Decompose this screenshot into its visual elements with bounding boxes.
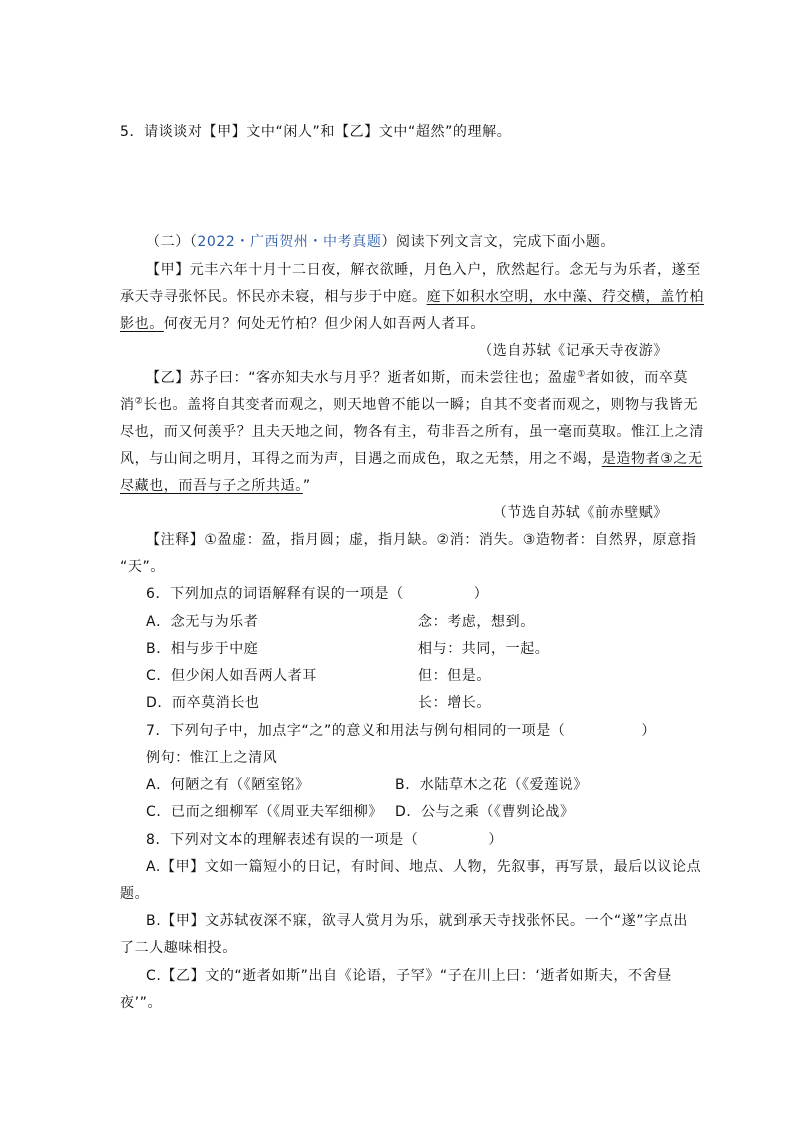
q6-option-c [146, 666, 646, 686]
jia-source: （选自苏轼《记承天寺夜游》 [478, 343, 668, 359]
yi-text: 消 [120, 397, 135, 413]
q7-option-a: A．何陋之有（《陋室铭》 [146, 777, 310, 793]
jia-line-1: 【甲】元丰六年十月十二日夜，解衣欲睡，月色入户，欣然起行。念无与为乐者，遂至 [146, 262, 701, 278]
q8-option-a-line-1: A.【甲】文如一篇短小的日记，有时间、地点、人物，先叙事，再写景，最后以议论点 [146, 859, 702, 875]
section-prefix: （二）（ [146, 234, 198, 250]
option-text: B．相与步于中庭 [146, 641, 259, 657]
q7-stem: 7．下列句子中，加点字“之”的意义和用法与例句相同的一项是（ [146, 723, 566, 739]
q6-option-d [146, 693, 646, 713]
option-text: C．但少闲人如吾两人者耳 [146, 668, 317, 684]
option-text: D．而卒莫消长也 [146, 695, 260, 711]
question-5: 5．请谈谈对【甲】文中“闲人”和【乙】文中“超然”的理解。 [120, 124, 512, 140]
q7-options-cd [146, 802, 646, 822]
jia-underlined-2: 影也。 [120, 316, 164, 332]
q6-option-a [146, 612, 646, 632]
yi-text: ” [302, 478, 311, 494]
q7-close: ） [641, 723, 657, 739]
jia-line-2 [120, 287, 704, 307]
option-meaning: 相与：共同，一起。 [418, 641, 550, 657]
option-meaning: 长：增长。 [418, 695, 491, 711]
section-2-heading [146, 232, 615, 252]
yi-text: 【乙】苏子曰：“客亦知夫水与月乎？逝者如斯，而未尝往也；盈虚 [146, 370, 578, 386]
question-6 [146, 584, 488, 604]
q7-options-ab [146, 775, 646, 795]
yi-underlined-2: 尽藏也，而吾与子之所共适。 [120, 478, 303, 494]
q7-option-b: B．水陆草木之花（《爱莲说》 [395, 777, 589, 793]
yi-text-b: 者如彼，而卒莫 [585, 370, 689, 386]
q7-option-d: D．公与之乘（《曹刿论战》 [395, 804, 575, 820]
q7-example: 例句：惟江上之清风 [146, 750, 278, 766]
q8-option-c-line-1: C.【乙】文的“逝者如斯”出自《论语，子罕》“子在川上曰：‘逝者如斯夫，不舍昼 [146, 968, 672, 984]
yi-text: 风，与山间之明月，耳得之而为声，目遇之而成色，取之无禁，用之不竭， [120, 451, 602, 467]
q6-close: ） [473, 586, 489, 602]
q8-option-b-line-2: 了二人趣味相投。 [120, 940, 237, 956]
note-line-1: 【注释】①盈虚：盈，指月圆；虚，指月缺。②消：消失。③造物者：自然界，原意指 [146, 532, 697, 548]
jia-line-3 [120, 314, 485, 334]
q8-option-b-line-1: B.【甲】文苏轼夜深不寐，欲寻人赏月为乐，就到承天寺找张怀民。一个“遂”字点出 [146, 913, 688, 929]
q7-option-c: C．已而之细柳军（《周亚夫军细柳》 [146, 804, 383, 820]
yi-source: （节选自苏轼《前赤壁赋》 [492, 505, 668, 521]
question-8 [146, 830, 503, 850]
q6-stem: 6．下列加点的词语解释有误的一项是（ [146, 586, 404, 602]
yi-text-b: 长也。盖将自其变者而观之，则天地曾不能以一瞬；自其不变者而观之，则物与我皆无 [143, 397, 699, 413]
option-text: A．念无与为乐者 [146, 614, 259, 630]
footnote-2: ② [134, 396, 144, 407]
question-7 [146, 721, 656, 741]
jia-text-2: 何夜无月？何处无竹柏？但少闲人如吾两人者耳。 [163, 316, 486, 332]
q8-option-c-line-2: 夜’”。 [120, 995, 163, 1011]
q8-stem: 8．下列对文本的理解表述有误的一项是（ [146, 832, 419, 848]
option-meaning: 但：但是。 [418, 668, 491, 684]
q8-close: ） [488, 832, 503, 848]
note-line-2: “天”。 [120, 559, 165, 575]
source-link[interactable]: 2022・广西贺州・中考真题 [197, 234, 382, 250]
yi-line-2 [120, 395, 698, 415]
yi-line-4 [120, 449, 703, 469]
yi-line-1 [146, 368, 688, 388]
yi-line-5 [120, 476, 311, 496]
footnote-1: ① [577, 369, 586, 380]
section-suffix: ）阅读下列文言文，完成下面小题。 [381, 234, 616, 250]
jia-underlined-1: 庭下如积水空明，水中藻、荇交横，盖竹柏 [426, 289, 705, 305]
jia-text: 承天寺寻张怀民。怀民亦未寝，相与步于中庭。 [120, 289, 427, 305]
yi-underlined-1: 是造物者③之无 [601, 451, 703, 467]
option-meaning: 念：考虑，想到。 [418, 614, 535, 630]
q8-option-a-line-2: 题。 [120, 886, 150, 902]
yi-line-3: 尽也，而又何羡乎？且夫天地之间，物各有主，苟非吾之所有，虽一毫而莫取。惟江上之清 [120, 424, 704, 440]
q6-option-b [146, 639, 646, 659]
